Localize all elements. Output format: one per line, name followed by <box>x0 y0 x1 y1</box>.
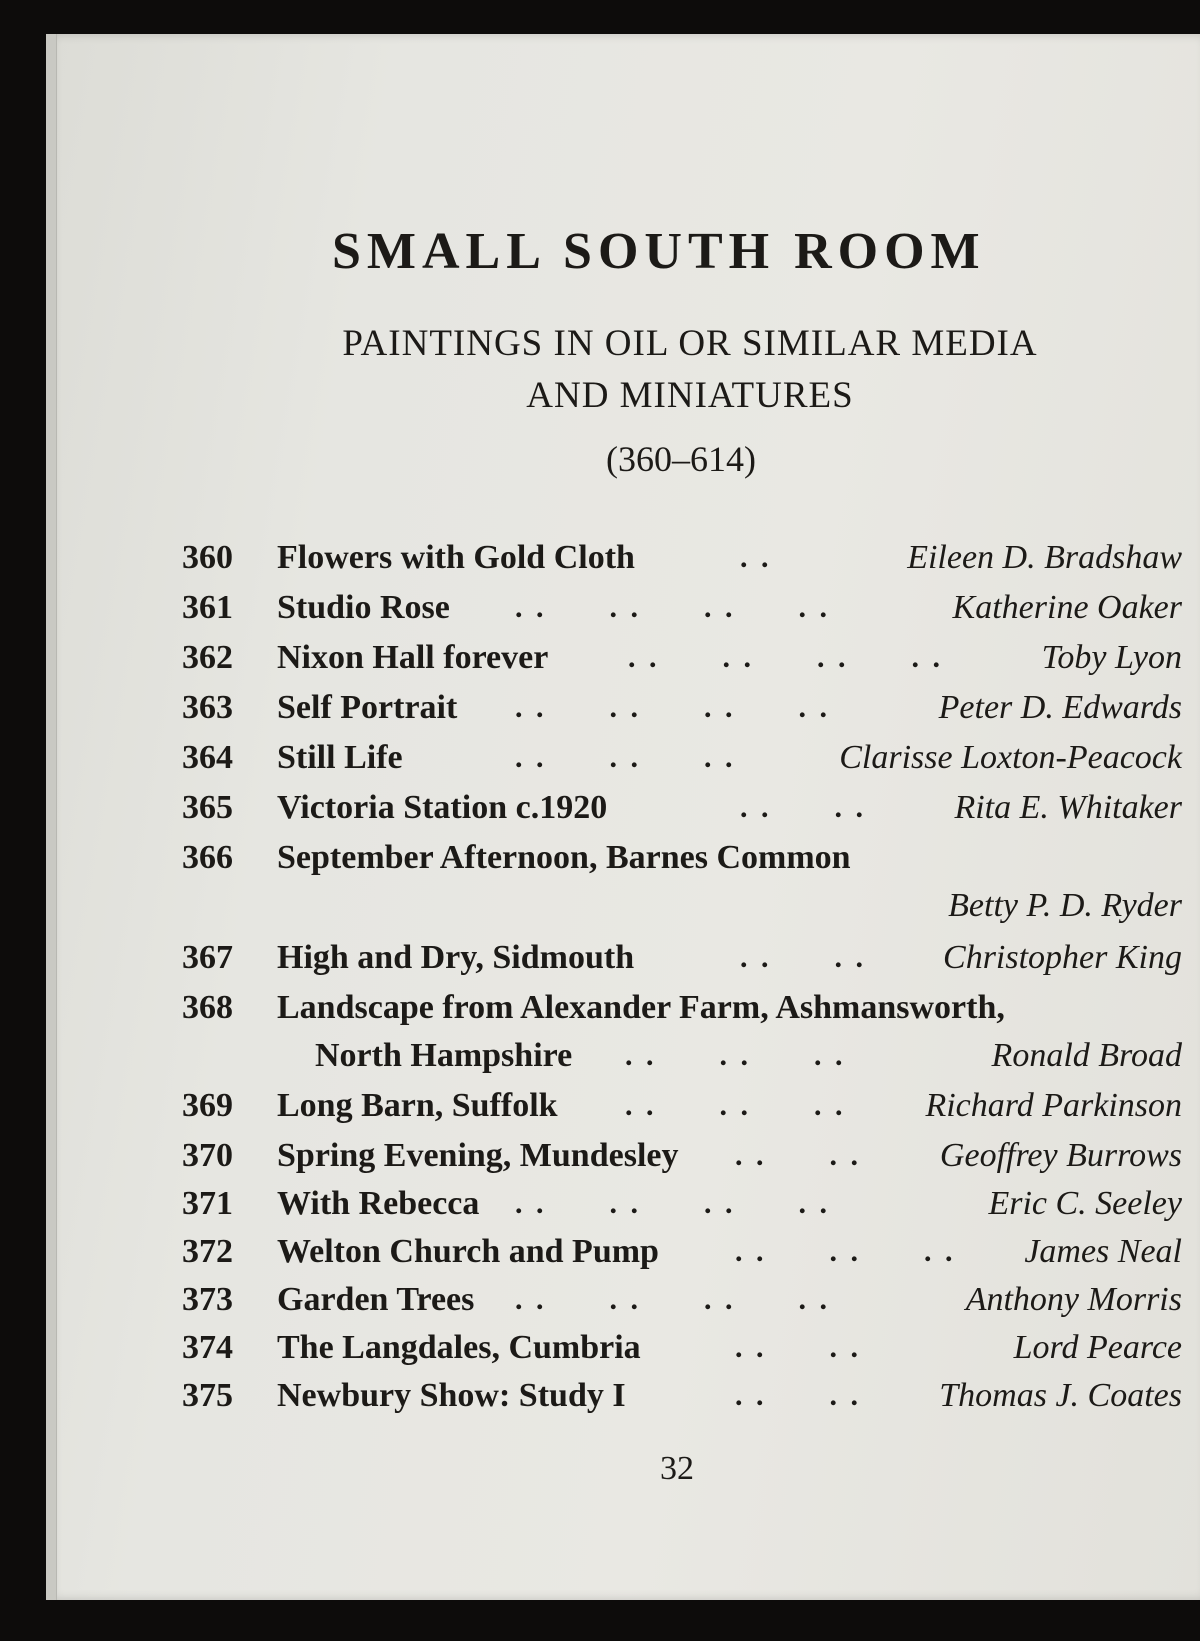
entry-title: Spring Evening, Mundesley <box>277 1137 679 1174</box>
list-item <box>0 1184 1200 1234</box>
entry-artist: Christopher King <box>943 939 1182 976</box>
leader-dots: . . . . . . . . <box>515 591 830 624</box>
page-title: SMALL SOUTH ROOM <box>332 223 986 280</box>
entry-number: 360 <box>182 539 233 576</box>
entry-number: 368 <box>182 989 233 1026</box>
entry-number: 369 <box>182 1087 233 1124</box>
list-item <box>0 1086 1200 1136</box>
entry-number: 362 <box>182 639 233 676</box>
entry-number: 364 <box>182 739 233 776</box>
entry-artist: Ronald Broad <box>991 1037 1182 1074</box>
list-item <box>0 938 1200 988</box>
list-item <box>0 588 1200 638</box>
list-item <box>0 788 1200 838</box>
entry-number: 374 <box>182 1329 233 1366</box>
list-item-continuation <box>0 886 1200 936</box>
entry-title: Flowers with Gold Cloth <box>277 539 635 576</box>
list-item <box>0 688 1200 738</box>
entry-number: 366 <box>182 839 233 876</box>
leader-dots: . . . . . . <box>625 1039 846 1072</box>
entry-artist: Betty P. D. Ryder <box>948 887 1182 924</box>
entry-title: Studio Rose <box>277 589 450 626</box>
entry-title-continued: North Hampshire <box>315 1037 573 1074</box>
leader-dots: . . . . . . . . <box>515 1187 830 1220</box>
leader-dots: . . . . . . <box>625 1089 846 1122</box>
leader-dots: . . . . <box>735 1379 861 1412</box>
subtitle-line-2: AND MINIATURES <box>526 375 854 416</box>
page-number: 32 <box>660 1450 694 1487</box>
leader-dots: . . . . <box>740 791 866 824</box>
entry-number: 363 <box>182 689 233 726</box>
entry-artist: Katherine Oaker <box>952 589 1182 626</box>
list-item <box>0 638 1200 688</box>
entry-artist: Peter D. Edwards <box>938 689 1182 726</box>
entry-artist: Toby Lyon <box>1041 639 1182 676</box>
entry-title: Self Portrait <box>277 689 458 726</box>
leader-dots: . . <box>740 541 772 574</box>
leader-dots: . . . . . . <box>735 1235 956 1268</box>
entry-artist: Thomas J. Coates <box>939 1377 1182 1414</box>
entry-artist: Geoffrey Burrows <box>939 1137 1182 1174</box>
entry-title: Nixon Hall forever <box>277 639 549 676</box>
entry-title: Still Life <box>277 739 403 776</box>
entry-number: 373 <box>182 1281 233 1318</box>
entry-title: Garden Trees <box>277 1281 475 1318</box>
catalogue-range: (360–614) <box>606 439 756 479</box>
entry-number: 372 <box>182 1233 233 1270</box>
entry-number: 370 <box>182 1137 233 1174</box>
entry-title: High and Dry, Sidmouth <box>277 939 635 976</box>
entry-number: 365 <box>182 789 233 826</box>
entry-title: Newbury Show: Study I <box>277 1377 626 1414</box>
list-item-continuation <box>0 1036 1200 1086</box>
leader-dots: . . . . . . <box>515 741 736 774</box>
list-item <box>0 738 1200 788</box>
list-item <box>0 1280 1200 1330</box>
entry-artist: Lord Pearce <box>1013 1329 1182 1366</box>
entry-artist: Eileen D. Bradshaw <box>907 539 1182 576</box>
leader-dots: . . . . <box>740 941 866 974</box>
leader-dots: . . . . . . . . <box>515 1283 830 1316</box>
entry-number: 371 <box>182 1185 233 1222</box>
list-item <box>0 838 1200 888</box>
entry-artist: Anthony Morris <box>965 1281 1182 1318</box>
entry-title: September Afternoon, Barnes Common <box>277 839 851 876</box>
list-item <box>0 1232 1200 1282</box>
entry-artist: James Neal <box>1024 1233 1182 1270</box>
leader-dots: . . . . <box>735 1139 861 1172</box>
leader-dots: . . . . . . . . <box>515 691 830 724</box>
entry-title: The Langdales, Cumbria <box>277 1329 641 1366</box>
entry-artist: Eric C. Seeley <box>988 1185 1182 1222</box>
entry-artist: Richard Parkinson <box>925 1087 1182 1124</box>
leader-dots: . . . . . . . . <box>628 641 943 674</box>
list-item <box>0 988 1200 1038</box>
list-item <box>0 1328 1200 1378</box>
entry-number: 375 <box>182 1377 233 1414</box>
entry-title: Landscape from Alexander Farm, Ashmansworth, <box>277 989 1005 1026</box>
list-item <box>0 538 1200 588</box>
entry-number: 367 <box>182 939 233 976</box>
entry-title: Victoria Station c.1920 <box>277 789 608 826</box>
subtitle-line-1: PAINTINGS IN OIL OR SIMILAR MEDIA <box>342 323 1038 364</box>
list-item <box>0 1136 1200 1186</box>
entry-artist: Clarisse Loxton-Peacock <box>839 739 1182 776</box>
entry-title: Welton Church and Pump <box>277 1233 659 1270</box>
entry-title: With Rebecca <box>277 1185 480 1222</box>
entry-artist: Rita E. Whitaker <box>954 789 1182 826</box>
leader-dots: . . . . <box>735 1331 861 1364</box>
entry-number: 361 <box>182 589 233 626</box>
entry-title: Long Barn, Suffolk <box>277 1087 558 1124</box>
list-item <box>0 1376 1200 1426</box>
